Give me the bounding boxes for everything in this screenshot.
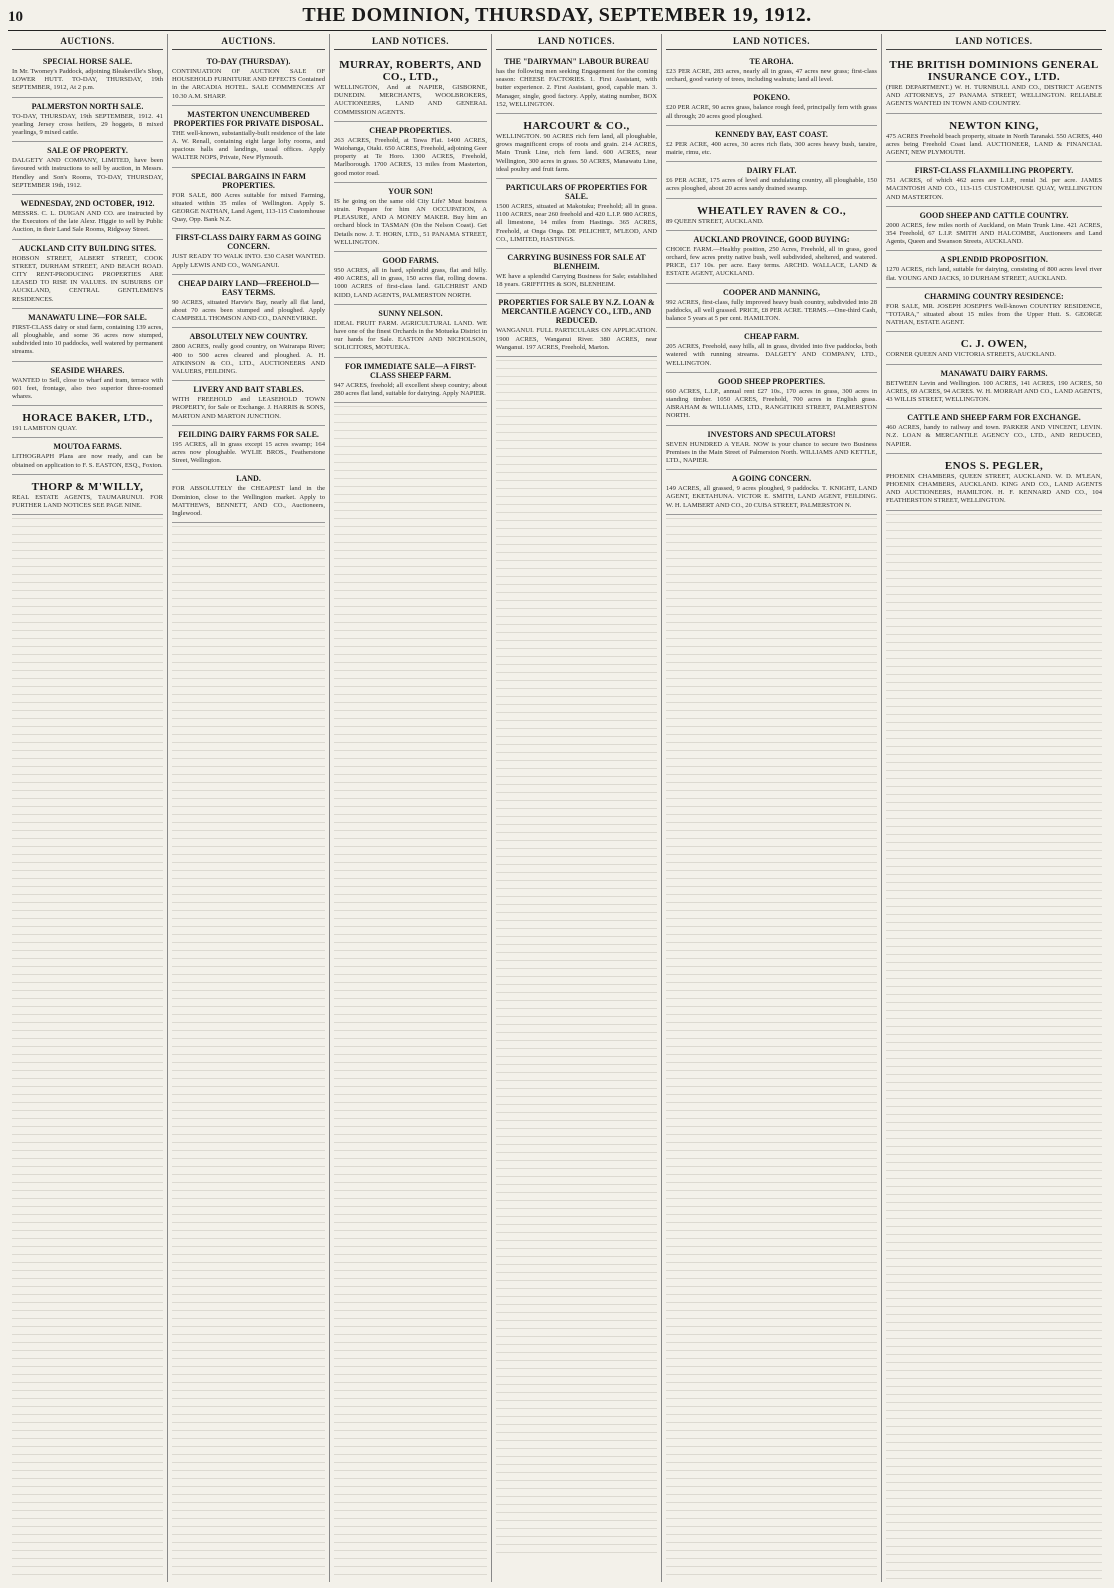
ad-heading: A SPLENDID PROPOSITION. [940,255,1048,265]
column-5 [662,34,882,1582]
advertisement [886,365,1102,410]
advertisement [666,231,877,284]
ad-body: THE well-known, substantially-built residence of the late A. W. Renall, containing eight large lofty rooms, and spacious halls and landings, usual offices. Apply WALTER NOPS, Private, New Plymouth. [172,129,325,162]
advertisement [666,199,877,231]
advertisement [172,328,325,381]
small-print-texture [886,511,1102,1582]
ad-body: JUST READY TO WALK INTO. £30 CASH WANTED. Apply LEWIS AND CO., WANGANUI. [172,253,325,269]
small-print-texture [496,357,657,1557]
ad-heading: SUNNY NELSON. [378,308,443,318]
ad-body: 263 ACRES, Freehold, at Tawa Flat. 1400 ACRES, Waiohanga, Otaki. 650 ACRES, Freehold, adjoining Geer property at Te Horo. 1300 ACRES, Freehold, Marlborough. 1700 ACRES, 13 miles from Masterton, good motor road. [334,136,487,177]
advertisement [886,114,1102,163]
ad-heading: SPECIAL BARGAINS IN FARM PROPERTIES. [191,171,306,190]
ad-body: IDEAL FRUIT FARM. AGRICULTURAL LAND. WE have one of the finest Orchards in the Motueka District in our hands for Sale. EASTON AND NICHOLSON, SOLICITORS, MOTUEKA. [334,319,487,352]
ad-body: IS he going on the same old City Life? Must business strain. Prepare for him AN OCCUPATION, A PLEASURE, AND A MONEY MAKER. Buy him an orchard block in TASMAN (On the Nelson Coast). Get Details now. J. T. HORN, LTD., 51 PANAMA STREET, WELLINGTON. [334,197,487,246]
ad-heading: FOR IMMEDIATE SALE—A FIRST-CLASS SHEEP FARM. [345,361,476,380]
ad-heading: GOOD SHEEP AND CATTLE COUNTRY. [919,210,1069,220]
ad-heading: MURRAY, ROBERTS, AND CO., LTD., [339,59,482,83]
ad-heading: C. J. OWEN, [960,338,1028,351]
ad-heading: HORACE BAKER, LTD., [22,412,153,425]
ad-heading: AUCKLAND PROVINCE, GOOD BUYING: [693,234,850,244]
ad-heading: NEWTON KING, [949,119,1039,132]
column-header: LAND NOTICES. [666,34,877,50]
small-print-texture [334,403,487,1582]
ad-body: FOR SALE, 800 Acres suitable for mixed Farming, situated within 35 miles of Wellington. Apply S. GEORGE NATHAN, Land Agent, 113-115 Customhouse Quay, Opp. Bank N.Z. [172,191,325,224]
column-header: LAND NOTICES. [496,34,657,50]
ad-body: 195 ACRES, all in grass except 15 acres swamp; 164 acres now ploughable. WYLIE BROS., Featherstone Street, Wellington. [172,440,325,465]
ad-body: LITHOGRAPH Plans are now ready, and can be obtained on application to F. S. EASTON, ESQ., Foxton. [12,453,163,469]
ad-body: has the following men seeking Engagement for the coming season: CHEESE FACTORIES. 1. First Assistant, with butter experience. 2. First Assistant, good, capable man. 3. Manager, single, good factory. Apply, stating number, BOX 152, WELLINGTON. [496,68,657,108]
ad-heading: MOUTOA FARMS. [53,442,122,452]
ad-body: 992 ACRES, first-class, fully improved heavy bush country, subdivided into 28 paddocks, all well grassed. PRICE, £8 PER ACRE. TERMS.—One-third Cash, balance 5 years at 5 per cent. HAMILTON. [666,298,877,323]
ad-heading: SPECIAL HORSE SALE. [42,57,133,66]
advertisement [172,106,325,168]
advertisement [12,362,163,407]
advertisement [12,240,163,309]
ad-body: 191 LAMBTON QUAY. [12,425,77,433]
ad-heading: FIRST-CLASS FLAXMILLING PROPERTY. [914,166,1074,176]
ad-body: WITH FREEHOLD and LEASEHOLD TOWN PROPERTY, for Sale or Exchange. J. HARRIS & SONS, MARTON AND MARTON JUNCTION. [172,396,325,420]
ad-body: DALGETY AND COMPANY, LIMITED, have been favoured with instructions to sell by auction, in Messrs. Hendley and Son's Rooms, TO-DAY, THURSDAY, SEPTEMBER 19th, 1912. [12,157,163,189]
page-number: 10 [8,9,23,25]
advertisement [334,183,487,252]
ad-body: TO-DAY, THURSDAY, 19th SEPTEMBER, 1912. 41 yearling Jersey cross heifers, 29 hoggets, 8 mixed yearlings, 9 mixed cattle. [12,112,163,137]
ad-body: SEVEN HUNDRED A YEAR. NOW is your chance to secure two Business Premises in the Main Street of Palmerston North. WILLIAMS AND KETTLE, LTD., NAPIER. [666,440,877,465]
ad-heading: POKENO. [753,93,790,103]
ad-heading: ABSOLUTELY NEW COUNTRY. [189,332,308,342]
ad-body: WELLINGTON, And at NAPIER, GISBORNE, DUNEDIN. MERCHANTS, WOOLBROKERS, AUCTIONEERS, LAND AND GENERAL COMMISSION AGENTS. [334,84,487,116]
ad-heading: PALMERSTON NORTH SALE. [31,101,144,111]
column-1 [8,34,168,1582]
advertisement [496,179,657,249]
ad-heading: ENOS S. PEGLER, [944,459,1044,472]
advertisement [496,114,657,179]
ad-body: 89 QUEEN STREET, AUCKLAND. [666,217,764,225]
advertisement [172,53,325,106]
ad-heading: PROPERTIES FOR SALE BY N.Z. LOAN & MERCANTILE AGENCY CO., LTD., AND REDUCED. [498,298,655,326]
ad-heading: LAND. [236,474,261,484]
ad-heading: HARCOURT & CO., [523,120,630,133]
column-header: LAND NOTICES. [886,34,1102,50]
column-header: AUCTIONS. [12,34,163,50]
advertisement [334,358,487,403]
small-print-texture [12,515,163,1582]
ad-body: In Mr. Twomey's Paddock, adjoining Bleakeville's Shop, LOWER HUTT. TO-DAY, THURSDAY, 19th SEPTEMBER, 1912, At 2 p.m. [12,68,163,92]
advertisement [334,305,487,358]
ad-heading: MASTERTON UNENCUMBERED PROPERTIES FOR PRIVATE DISPOSAL. [173,109,324,128]
advertisement [666,328,877,373]
advertisement [666,373,877,426]
advertisement [886,454,1102,511]
advertisement [666,53,877,89]
advertisement [334,252,487,305]
ad-body: 90 ACRES, situated Harvie's Bay, nearly all flat land, about 70 acres been stumped and ploughed. Apply CAMPBELL THOMSON AND CO., DANNEVIRKE. [172,298,325,323]
ad-heading: AUCKLAND CITY BUILDING SITES. [18,243,157,253]
ad-heading: THORP & M'WILLY, [31,480,144,493]
advertisement [666,470,877,515]
advertisement [886,162,1102,207]
ad-body: FOR SALE, MR. JOSEPH JOSEPH'S Well-known COUNTRY RESIDENCE, "TOTARA," situated about 15 miles from the Upper Hutt. S. GEORGE NATHAN, ESTATE AGENT. [886,302,1102,327]
advertisement [12,438,163,474]
ad-body: 2800 ACRES, really good country, on Wairarapa River; 400 to 500 acres cleared and ploughed. A. H. ATKINSON & CO., LTD., AUCTIONEERS AND VALUERS, FEILDING. [172,343,325,376]
ad-heading: GOOD FARMS. [382,256,439,266]
ad-heading: THE BRITISH DOMINIONS GENERAL INSURANCE COY., LTD. [889,59,1099,83]
advertisement [666,126,877,162]
ad-body: 2000 ACRES, few miles north of Auckland, on Main Trunk Line. 421 ACRES, 354 Freehold, 67 L.I.P. SMITH AND HALCOMBE, Auctioneers and Land Agents, Queen and Swanson Streets, AUCKLAND. [886,221,1102,246]
ad-heading: CHEAP PROPERTIES. [369,125,452,135]
ad-body: 460 ACRES, handy to railway and town. PARKER AND VINCENT, LEVIN. N.Z. LOAN & MERCANTILE AGENCY CO., LTD., AND REDUCED, NAPIER. [886,424,1102,448]
advertisement [496,294,657,357]
advertisement [666,89,877,125]
ad-heading: LIVERY AND BAIT STABLES. [193,385,304,395]
small-print-texture [172,523,325,1582]
page-title: THE DOMINION, THURSDAY, SEPTEMBER 19, 1912. [302,4,812,26]
advertisement [886,53,1102,114]
small-print-texture [666,515,877,1582]
ad-heading: PARTICULARS OF PROPERTIES FOR SALE. [505,183,648,202]
ad-body: 149 ACRES, all grassed, 9 acres ploughed, 9 paddocks. T. KNIGHT, LAND AGENT, EKETAHUNA. VICTOR E. SMITH, LAND AGENT, FEILDING. W. H. LAMBERT AND CO., 20 CUBA STREET, PALMERSTON N. [666,485,877,509]
column-2 [168,34,330,1582]
advertisement [496,53,657,114]
ad-heading: TE AROHA. [749,57,794,66]
ad-heading: WEDNESDAY, 2ND OCTOBER, 1912. [20,199,155,209]
ad-heading: CHEAP FARM. [744,332,799,342]
ad-body: 475 ACRES Freehold beach property, situate in North Taranaki. 550 ACRES, 440 acres being Freehold Coast land. AUCTIONEER, LAND & FINANCIAL AGENT, NEW PLYMOUTH. [886,132,1102,157]
ad-body: 1500 ACRES, situated at Makotuku; Freehold; all in grass. 1100 ACRES, near 260 freehold and 420 L.I.P. 980 ACRES, all limestone, 14 miles from Hastings. 365 ACRES, Freehold, at Onga Onga. DE PELICHET, M'LEOD, AND CO., LIMITED, HASTINGS. [496,203,657,243]
advertisement [12,406,163,438]
advertisement [12,195,163,240]
ad-heading: A GOING CONCERN. [731,474,812,484]
column-header: LAND NOTICES. [334,34,487,50]
masthead [8,4,1106,31]
advertisement [12,53,163,98]
ad-heading: MANAWATU LINE—FOR SALE. [28,312,147,322]
ad-heading: CARRYING BUSINESS FOR SALE AT BLENHEIM. [507,253,646,272]
ad-body: £2 PER ACRE, 400 acres, 30 acres rich flats, 300 acres heavy bush, taraire, mairie, rimu, etc. [666,140,877,157]
advertisement [666,162,877,198]
ad-heading: SALE OF PROPERTY. [47,146,128,156]
advertisement [886,207,1102,252]
ad-heading: CATTLE AND SHEEP FARM FOR EXCHANGE. [907,413,1081,423]
advertisement [666,284,877,329]
advertisement [172,470,325,523]
advertisement [886,251,1102,287]
ad-body: (FIRE DEPARTMENT.) W. H. TURNBULL AND CO., DISTRICT AGENTS AND ATTORNEYS, 27 PANAMA STREET, WELLINGTON. RELIABLE AGENTS WANTED IN TOWN AND COUNTRY. [886,84,1102,108]
ad-heading: COOPER AND MANNING, [722,287,821,297]
ad-heading: INVESTORS AND SPECULATORS! [707,429,836,439]
advertisement [172,229,325,274]
advertisement [886,288,1102,333]
column-header: AUCTIONS. [172,34,325,50]
advertisement [334,122,487,183]
advertisement [172,168,325,230]
ad-heading: KENNEDY BAY, EAST COAST. [715,129,828,139]
ad-body: WANTED to Sell, close to wharf and tram, terrace with 601 feet, frontage, also two superior three-roomed whares. [12,376,163,401]
ad-heading: GOOD SHEEP PROPERTIES. [717,376,826,386]
ad-body: WE have a splendid Carrying Business for Sale; established 18 years. GRIFFITHS & SON, BLENHEIM. [496,273,657,289]
advertisement [172,426,325,471]
advertisement [12,98,163,143]
advertisement [334,53,487,122]
ad-heading: FIRST-CLASS DAIRY FARM AS GOING CONCERN. [175,233,322,252]
ad-heading: SEASIDE WHARES. [50,365,125,375]
ad-body: FIRST-CLASS dairy or stud farm, containing 139 acres, all ploughable, and some 36 acres now stumped, subdivided into 10 paddocks, well watered by permanent streams. [12,323,163,356]
advertisement [666,426,877,471]
ad-heading: WHEATLEY RAVEN & CO., [696,204,847,217]
ad-heading: CHEAP DAIRY LAND—FREEHOLD—EASY TERMS. [178,278,319,297]
advertisement [172,381,325,426]
ad-body: REAL ESTATE AGENTS, TAUMARUNUI. FOR FURTHER LAND NOTICES SEE PAGE NINE. [12,493,163,510]
ad-body: WANGANUI. FULL PARTICULARS ON APPLICATION. 1900 ACRES, Wanganui River. 380 ACRES, near Wanganui. 197 ACRES, Freehold, Marton. [496,327,657,351]
advertisement [12,475,163,515]
ad-heading: FEILDING DAIRY FARMS FOR SALE. [178,429,319,439]
advertisement [172,275,325,329]
column-6 [882,34,1106,1582]
advertisement [496,249,657,294]
ad-body: BETWEEN Levin and Wellington. 100 ACRES, 141 ACRES, 190 ACRES, 50 ACRES, 69 ACRES, 94 ACRES. W. H. MORRAH AND CO., LAND AGENTS, 43 WILLIS STREET, WELLINGTON. [886,379,1102,404]
ad-body: CORNER QUEEN AND VICTORIA STREETS, AUCKLAND. [886,351,1056,359]
ad-body: CHOICE FARM.—Healthy position, 250 Acres, Freehold, all in grass, good orchard, few acres pretty native bush, well subdivided, sheltered, and watered. PRICE, £17 10s. per acre. Easy terms. ARCHD. WALLACE, LAND & ESTATE AGENT, AUCKLAND. [666,245,877,278]
ad-body: FOR ABSOLUTELY the CHEAPEST land in the Dominion, close to the Wellington market. Apply to MATTHEWS, BENNETT, AND CO., Auctioneers, Inglewood. [172,485,325,518]
ad-body: 947 ACRES, freehold; all excellent sheep country; about 280 acres flat land, suitable for dairying. Apply NAPIER. [334,381,487,397]
ad-body: HOBSON STREET, ALBERT STREET, COOK STREET, DURHAM STREET, AND BEACH ROAD. CITY RENT-PRODUCING PROPERTIES ARE LEASED TO RISE IN VALUES. IN SUBURBS OF AUCKLAND, CENTRAL GENTLEMEN'S RESIDENCES. [12,254,163,303]
ad-body: £20 PER ACRE, 90 acres grass, balance rough feed, principally fern with grass all through; 20 acres good ploughed. [666,104,877,120]
ad-body: PHOENIX CHAMBERS, QUEEN STREET, AUCKLAND. W. D. M'LEAN, PHOENIX CHAMBERS, AUCKLAND. KING AND CO., LAND AGENTS AND AUCTIONEERS, HAMILTON. H. F. KENNARD AND CO., 104 FEATHERSTON STREET, WELLINGTON. [886,472,1102,505]
ad-heading: DAIRY FLAT. [746,166,797,176]
column-4 [492,34,662,1582]
ad-heading: MANAWATU DAIRY FARMS. [940,368,1048,378]
ad-heading: CHARMING COUNTRY RESIDENCE: [924,291,1064,301]
advertisement [886,332,1102,364]
ad-heading: TO-DAY (THURSDAY). [206,57,291,66]
ad-body: 751 ACRES, of which 462 acres are L.I.P., rental 3d. per acre. JAMES MACINTOSH AND CO., 113-115 CUSTOMHOUSE QUAY, WELLINGTON AND MASTERTON. [886,177,1102,201]
ad-body: 1270 ACRES, rich land, suitable for dairying, consisting of 800 acres level river flat. YOUNG AND JACKS, 10 DURHAM STREET, AUCKLAND. [886,266,1102,282]
ad-body: £6 PER ACRE, 175 acres of level and undulating country, all ploughable, 150 acres ploughed, about 20 acres sandy drained swamp. [666,177,877,193]
advertisement [12,142,163,195]
ad-heading: THE "DAIRYMAN" LABOUR BUREAU [504,57,649,66]
ad-body: £23 PER ACRE, 283 acres, nearly all in grass, 47 acres new grass; first-class orchard, good variety of trees, including walnuts; land all level. [666,68,877,84]
advertisement [12,309,163,362]
ad-body: CONTINUATION OF AUCTION SALE OF HOUSEHOLD FURNITURE AND EFFECTS Contained in the ARCADIA HOTEL. SALE COMMENCES AT 10.30 A.M. SHARP. [172,68,325,100]
ad-body: 205 ACRES, Freehold, easy hills, all in grass, divided into five paddocks, both watered with running streams. DALGETY AND COMPANY, LTD., WELLINGTON. [666,343,877,367]
ad-heading: YOUR SON! [388,186,433,196]
advertisement [886,409,1102,454]
ad-body: 660 ACRES, L.I.P., annual rent £27 10s., 170 acres in grass, 300 acres in standing timber. 1050 ACRES, Freehold, 700 acres in English grass. ABRAHAM & WILLIAMS, LTD., RANGITIKEI STREET, PALMERSTON NORTH. [666,387,877,420]
ad-body: 950 ACRES, all in hard, splendid grass, flat and hilly. 490 ACRES, all in grass, 150 acres flat, rolling downs. 1000 ACRES of first-class land. GILCHRIST AND KIDD, LAND AGENTS, PALMERSTON NORTH. [334,267,487,299]
columns [8,34,1106,1582]
ad-body: WELLINGTON. 90 ACRES rich fern land, all ploughable, grows magnificent crops of roots and grain. 214 ACRES, Main Trunk Line, rich fern land. 600 ACRES, near Wellington, 300 acres in grass. 50 ACRES, Manawatu Line, ideal poultry and fruit farm. [496,133,657,173]
column-3 [330,34,492,1582]
ad-body: MESSRS. C. L. DUIGAN AND CO. are instructed by the Executors of the late Alexr. Higgie to sell by Public Auction, in their Land Sale Rooms, Ridgway Street. [12,210,163,234]
